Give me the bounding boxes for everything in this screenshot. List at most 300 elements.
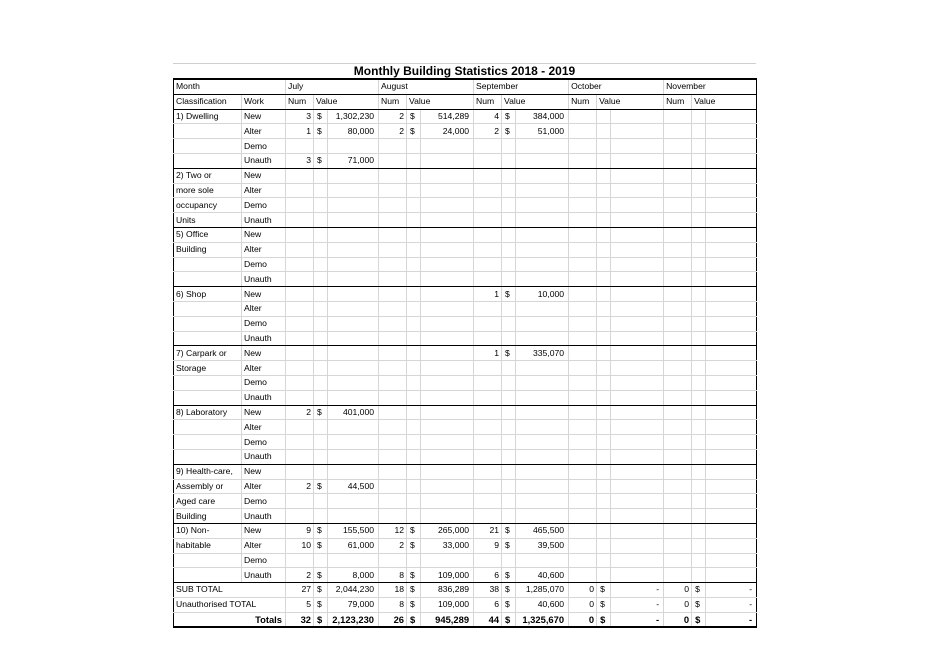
value-cell: 39,500 [516, 538, 569, 553]
value-cell: 51,000 [516, 124, 569, 139]
currency-cell [407, 168, 421, 183]
classification-cell [174, 139, 242, 154]
num-cell [569, 109, 597, 124]
month-header-row [174, 79, 757, 94]
currency-cell [597, 213, 611, 228]
num-cell: 0 [569, 612, 597, 627]
num-cell [474, 301, 502, 316]
currency-cell [692, 435, 706, 450]
currency-cell [314, 390, 328, 405]
table-row [174, 405, 757, 420]
table-row [174, 198, 757, 213]
num-cell [379, 242, 407, 257]
num-cell [474, 435, 502, 450]
num-cell [569, 390, 597, 405]
value-cell: 44,500 [328, 479, 379, 494]
classification-cell [174, 568, 242, 583]
num-cell: 18 [379, 583, 407, 598]
num-cell [569, 449, 597, 464]
value-cell [516, 361, 569, 376]
num-cell [379, 420, 407, 435]
value-cell [611, 242, 664, 257]
num-cell: 21 [474, 523, 502, 538]
num-cell [379, 316, 407, 331]
value-cell [611, 435, 664, 450]
num-cell: 8 [379, 597, 407, 612]
value-cell [421, 213, 474, 228]
currency-cell [407, 272, 421, 287]
value-cell [328, 509, 379, 524]
value-cell [611, 449, 664, 464]
value-cell [516, 405, 569, 420]
currency-cell [597, 375, 611, 390]
num-cell [474, 449, 502, 464]
work-cell: New [242, 168, 286, 183]
currency-cell: $ [502, 523, 516, 538]
currency-cell [597, 257, 611, 272]
currency-cell: $ [597, 583, 611, 598]
table-row [174, 479, 757, 494]
currency-cell [314, 375, 328, 390]
value-cell [516, 301, 569, 316]
totals-label: Totals [174, 612, 286, 627]
num-cell [286, 242, 314, 257]
value-cell [421, 494, 474, 509]
currency-cell [692, 227, 706, 242]
num-cell [379, 331, 407, 346]
currency-cell: $ [314, 109, 328, 124]
month-label: Month [174, 79, 286, 94]
month-name: July [286, 79, 379, 94]
currency-cell [502, 464, 516, 479]
value-cell [328, 257, 379, 272]
currency-cell [502, 198, 516, 213]
value-cell: - [611, 583, 664, 598]
value-cell [516, 390, 569, 405]
currency-cell [597, 523, 611, 538]
value-cell: 61,000 [328, 538, 379, 553]
num-cell [569, 375, 597, 390]
classification-cell: 8) Laboratory [174, 405, 242, 420]
work-cell: Unauth [242, 213, 286, 228]
currency-cell [692, 479, 706, 494]
value-cell [706, 538, 757, 553]
value-cell [516, 375, 569, 390]
value-cell [611, 464, 664, 479]
currency-cell [502, 183, 516, 198]
value-cell [516, 464, 569, 479]
value-cell: 514,289 [421, 109, 474, 124]
currency-cell: $ [314, 479, 328, 494]
currency-cell: $ [407, 612, 421, 627]
value-cell: 265,000 [421, 523, 474, 538]
num-cell [379, 168, 407, 183]
num-cell [474, 375, 502, 390]
num-cell [474, 139, 502, 154]
currency-cell [407, 227, 421, 242]
value-cell [328, 168, 379, 183]
currency-cell [692, 168, 706, 183]
num-cell: 9 [286, 523, 314, 538]
work-cell: Demo [242, 257, 286, 272]
currency-cell [314, 509, 328, 524]
num-cell [664, 183, 692, 198]
currency-cell [502, 435, 516, 450]
value-cell [516, 494, 569, 509]
value-cell [706, 346, 757, 361]
num-cell [286, 272, 314, 287]
currency-cell [692, 568, 706, 583]
num-cell [379, 139, 407, 154]
num-cell [379, 375, 407, 390]
currency-cell [597, 449, 611, 464]
num-cell [379, 509, 407, 524]
table-row [174, 183, 757, 198]
work-label: Work [242, 94, 286, 109]
value-cell: 40,600 [516, 597, 569, 612]
work-cell: Unauth [242, 449, 286, 464]
currency-cell [692, 287, 706, 302]
currency-cell [407, 390, 421, 405]
month-name: September [474, 79, 569, 94]
num-cell [474, 153, 502, 168]
table-row [174, 124, 757, 139]
value-cell [328, 494, 379, 509]
num-cell [664, 553, 692, 568]
currency-cell [502, 331, 516, 346]
work-cell: Alter [242, 301, 286, 316]
currency-cell [502, 227, 516, 242]
currency-cell [692, 242, 706, 257]
currency-cell [692, 405, 706, 420]
num-cell [379, 213, 407, 228]
currency-cell [692, 331, 706, 346]
currency-cell [597, 405, 611, 420]
value-cell: - [706, 612, 757, 627]
work-cell: Unauth [242, 568, 286, 583]
num-cell [664, 435, 692, 450]
num-cell [286, 213, 314, 228]
num-cell [569, 227, 597, 242]
value-cell [611, 390, 664, 405]
currency-cell [314, 242, 328, 257]
num-cell: 2 [474, 124, 502, 139]
value-cell [328, 390, 379, 405]
currency-cell [692, 390, 706, 405]
value-cell [328, 183, 379, 198]
num-cell [664, 420, 692, 435]
value-cell [611, 523, 664, 538]
currency-cell [407, 139, 421, 154]
value-cell [421, 405, 474, 420]
currency-cell [502, 153, 516, 168]
currency-cell [407, 553, 421, 568]
classification-cell: 9) Health-care, [174, 464, 242, 479]
currency-cell [314, 168, 328, 183]
num-cell [569, 257, 597, 272]
value-cell [706, 420, 757, 435]
value-cell: 2,044,230 [328, 583, 379, 598]
currency-cell: $ [502, 109, 516, 124]
currency-cell [692, 301, 706, 316]
num-cell: 0 [664, 597, 692, 612]
statistics-table [173, 78, 757, 628]
classification-cell [174, 553, 242, 568]
num-cell [379, 346, 407, 361]
currency-cell: $ [597, 612, 611, 627]
value-cell [611, 257, 664, 272]
work-cell: Demo [242, 316, 286, 331]
value-cell [421, 375, 474, 390]
num-cell: 0 [569, 597, 597, 612]
value-cell [421, 435, 474, 450]
currency-cell [692, 109, 706, 124]
value-cell [611, 139, 664, 154]
currency-cell [597, 139, 611, 154]
value-cell [706, 213, 757, 228]
value-cell [611, 568, 664, 583]
value-label: Value [692, 94, 757, 109]
table-row [174, 420, 757, 435]
currency-cell: $ [692, 583, 706, 598]
num-cell [664, 272, 692, 287]
num-cell: 1 [474, 346, 502, 361]
num-cell [286, 494, 314, 509]
value-cell: 24,000 [421, 124, 474, 139]
num-cell [664, 124, 692, 139]
num-cell [664, 523, 692, 538]
column-header-row [174, 94, 757, 109]
value-cell [421, 287, 474, 302]
currency-cell [692, 494, 706, 509]
currency-cell [407, 287, 421, 302]
currency-cell [597, 390, 611, 405]
classification-cell: Storage [174, 361, 242, 376]
value-cell [706, 553, 757, 568]
value-cell [706, 464, 757, 479]
value-cell [611, 331, 664, 346]
value-cell: - [706, 583, 757, 598]
num-cell [569, 553, 597, 568]
num-cell [569, 287, 597, 302]
num-cell [569, 316, 597, 331]
num-cell [379, 405, 407, 420]
num-cell [664, 346, 692, 361]
currency-cell: $ [314, 538, 328, 553]
num-cell [569, 568, 597, 583]
value-cell [516, 168, 569, 183]
work-cell: New [242, 405, 286, 420]
work-cell: New [242, 464, 286, 479]
num-cell [664, 509, 692, 524]
classification-cell [174, 331, 242, 346]
value-cell [421, 361, 474, 376]
currency-cell: $ [407, 583, 421, 598]
currency-cell [502, 257, 516, 272]
value-cell [706, 301, 757, 316]
currency-cell: $ [407, 597, 421, 612]
value-cell [611, 213, 664, 228]
value-cell [516, 509, 569, 524]
currency-cell [407, 316, 421, 331]
num-cell [474, 464, 502, 479]
num-cell [379, 183, 407, 198]
value-cell [421, 198, 474, 213]
num-cell [664, 257, 692, 272]
classification-cell: more sole [174, 183, 242, 198]
num-cell [569, 538, 597, 553]
num-cell [569, 183, 597, 198]
currency-cell [597, 538, 611, 553]
value-cell [421, 464, 474, 479]
value-cell [328, 464, 379, 479]
work-cell: Alter [242, 124, 286, 139]
num-cell: 4 [474, 109, 502, 124]
currency-cell [502, 509, 516, 524]
currency-cell [407, 331, 421, 346]
num-cell [379, 479, 407, 494]
value-cell [328, 213, 379, 228]
num-cell [379, 257, 407, 272]
num-cell [664, 316, 692, 331]
num-cell [664, 390, 692, 405]
num-cell [286, 139, 314, 154]
num-cell [569, 331, 597, 346]
month-name: October [569, 79, 664, 94]
num-cell [664, 538, 692, 553]
num-cell [379, 198, 407, 213]
currency-cell [692, 361, 706, 376]
value-cell [421, 553, 474, 568]
work-cell: Alter [242, 361, 286, 376]
value-cell: 836,289 [421, 583, 474, 598]
num-cell [286, 301, 314, 316]
value-cell [421, 479, 474, 494]
currency-cell [692, 523, 706, 538]
num-cell [474, 494, 502, 509]
classification-cell: Assembly or [174, 479, 242, 494]
value-cell [421, 316, 474, 331]
currency-cell [407, 479, 421, 494]
classification-cell [174, 153, 242, 168]
unauthorised-total-row [174, 597, 757, 612]
num-cell [569, 494, 597, 509]
num-cell [474, 168, 502, 183]
value-label: Value [502, 94, 569, 109]
currency-cell [502, 479, 516, 494]
num-label: Num [286, 94, 314, 109]
table-row [174, 523, 757, 538]
currency-cell [597, 109, 611, 124]
num-cell [569, 272, 597, 287]
value-cell [421, 509, 474, 524]
currency-cell [407, 183, 421, 198]
num-cell: 0 [664, 583, 692, 598]
work-cell: New [242, 109, 286, 124]
value-cell [516, 227, 569, 242]
num-cell [569, 464, 597, 479]
num-cell [286, 331, 314, 346]
num-cell [664, 331, 692, 346]
row-label: SUB TOTAL [174, 583, 286, 598]
num-cell [569, 242, 597, 257]
work-cell: Demo [242, 494, 286, 509]
value-cell [421, 331, 474, 346]
currency-cell [407, 464, 421, 479]
num-cell [474, 405, 502, 420]
num-cell [474, 316, 502, 331]
currency-cell [407, 405, 421, 420]
currency-cell [692, 183, 706, 198]
value-cell [328, 553, 379, 568]
currency-cell [407, 301, 421, 316]
work-cell: Alter [242, 479, 286, 494]
num-cell: 3 [286, 109, 314, 124]
value-cell [611, 183, 664, 198]
currency-cell: $ [407, 538, 421, 553]
value-cell: 945,289 [421, 612, 474, 627]
classification-cell [174, 420, 242, 435]
currency-cell [502, 316, 516, 331]
num-cell [286, 435, 314, 450]
num-cell [474, 479, 502, 494]
num-cell [664, 198, 692, 213]
work-cell: Alter [242, 242, 286, 257]
num-cell: 2 [379, 124, 407, 139]
value-label: Value [314, 94, 379, 109]
currency-cell [314, 183, 328, 198]
currency-cell: $ [314, 405, 328, 420]
value-cell [421, 390, 474, 405]
currency-cell [407, 213, 421, 228]
value-cell [421, 301, 474, 316]
num-cell [569, 168, 597, 183]
value-cell [516, 479, 569, 494]
currency-cell [692, 213, 706, 228]
work-cell: Demo [242, 375, 286, 390]
work-cell: Unauth [242, 153, 286, 168]
value-cell [516, 435, 569, 450]
num-cell [664, 242, 692, 257]
work-cell: New [242, 523, 286, 538]
num-cell: 1 [474, 287, 502, 302]
currency-cell [407, 420, 421, 435]
currency-cell [407, 375, 421, 390]
work-cell: Demo [242, 435, 286, 450]
currency-cell [314, 257, 328, 272]
value-cell [706, 449, 757, 464]
classification-cell: 6) Shop [174, 287, 242, 302]
table-row [174, 316, 757, 331]
num-cell: 2 [379, 109, 407, 124]
num-cell [474, 227, 502, 242]
value-cell [611, 153, 664, 168]
num-cell [474, 183, 502, 198]
num-cell [664, 213, 692, 228]
num-label: Num [379, 94, 407, 109]
num-cell: 0 [664, 612, 692, 627]
num-cell [569, 523, 597, 538]
num-cell [286, 198, 314, 213]
num-cell [474, 213, 502, 228]
table-row [174, 213, 757, 228]
value-cell [611, 346, 664, 361]
value-cell [611, 198, 664, 213]
value-cell: 8,000 [328, 568, 379, 583]
currency-cell [692, 257, 706, 272]
num-cell: 2 [286, 568, 314, 583]
value-cell [328, 375, 379, 390]
